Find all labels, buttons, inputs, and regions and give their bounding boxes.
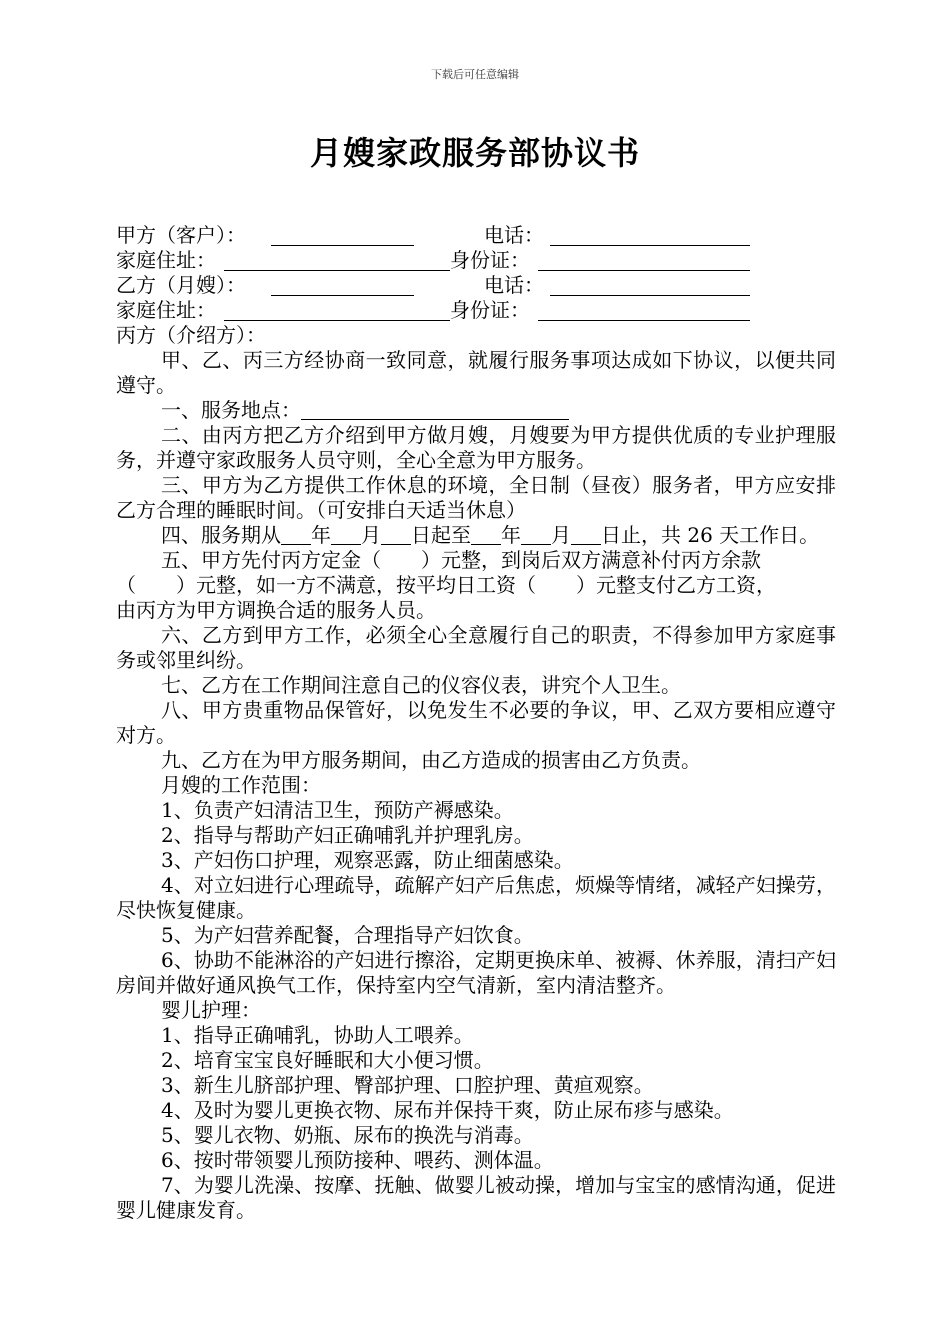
start-month-blank[interactable] bbox=[331, 524, 361, 545]
clause-1-text: 一、服务地点： bbox=[161, 398, 301, 422]
clause-5-line-3: 由丙方为甲方调换合适的服务人员。 bbox=[116, 598, 436, 622]
clause-4-end-month: 月 bbox=[551, 523, 571, 547]
party-b-address-label: 家庭住址： bbox=[116, 298, 216, 322]
infant-care-item: 7、为婴儿洗澡、按摩、抚触、做婴儿被动操，增加与宝宝的感情沟通，促进婴儿健康发育。 bbox=[116, 1173, 836, 1222]
party-b-label: 乙方（月嫂）： bbox=[116, 273, 246, 297]
header-note: 下载后可任意编辑 bbox=[431, 68, 519, 81]
clause-4-end-year: 年 bbox=[501, 523, 521, 547]
clause-8: 八、甲方贵重物品保管好，以免发生不必要的争议，甲、乙双方要相应遵守对方。 bbox=[116, 698, 836, 747]
party-b-address-row bbox=[116, 298, 836, 323]
party-a-address-label: 家庭住址： bbox=[116, 248, 216, 272]
party-b-row bbox=[116, 273, 836, 298]
party-c-label: 丙方（介绍方）： bbox=[116, 323, 266, 347]
party-b-address-blank[interactable] bbox=[224, 300, 450, 321]
infant-care-item: 2、培育宝宝良好睡眠和大小便习惯。 bbox=[161, 1048, 494, 1072]
infant-care-item: 3、新生儿脐部护理、臀部护理、口腔护理、黄疸观察。 bbox=[161, 1073, 654, 1097]
end-day-blank[interactable] bbox=[571, 524, 601, 545]
clause-4-year: 年 bbox=[311, 523, 331, 547]
party-b-id-blank[interactable] bbox=[538, 300, 750, 321]
end-month-blank[interactable] bbox=[521, 524, 551, 545]
party-a-id-blank[interactable] bbox=[538, 250, 750, 271]
start-day-blank[interactable] bbox=[381, 524, 411, 545]
party-a-name-blank[interactable] bbox=[271, 225, 414, 246]
party-a-id-label: 身份证： bbox=[450, 248, 530, 272]
infant-care-item: 1、指导正确哺乳，协助人工喂养。 bbox=[161, 1023, 474, 1047]
party-b-id-label: 身份证： bbox=[450, 298, 530, 322]
clause-4-month: 月 bbox=[361, 523, 381, 547]
intro-paragraph: 甲、乙、丙三方经协商一致同意，就履行服务事项达成如下协议，以便共同遵守。 bbox=[116, 348, 836, 397]
clause-5-line-2: （ ）元整，如一方不满意，按平均日工资（ ）元整支付乙方工资， bbox=[116, 573, 776, 597]
party-a-label: 甲方（客户）： bbox=[116, 223, 246, 247]
clause-5-line-1: 五、甲方先付丙方定金（ ）元整，到岗后双方满意补付丙方余款 bbox=[161, 548, 761, 572]
maternity-item: 6、协助不能淋浴的产妇进行擦浴，定期更换床单、被褥、休养服，清扫产妇房间并做好通风换气工作，保持室内空气清新，室内清洁整齐。 bbox=[116, 948, 836, 997]
clause-4-start: 四、服务期从 bbox=[161, 523, 281, 547]
end-year-blank[interactable] bbox=[471, 524, 501, 545]
maternity-item: 1、负责产妇清洁卫生，预防产褥感染。 bbox=[161, 798, 514, 822]
infant-care-heading: 婴儿护理： bbox=[161, 998, 261, 1022]
infant-care-item: 5、婴儿衣物、奶瓶、尿布的换洗与消毒。 bbox=[161, 1123, 534, 1147]
infant-care-item: 4、及时为婴儿更换衣物、尿布并保持干爽，防止尿布疹与感染。 bbox=[161, 1098, 734, 1122]
clause-4-end: 日止，共 26 天工作日。 bbox=[601, 523, 820, 547]
clause-9: 九、乙方在为甲方服务期间，由乙方造成的损害由乙方负责。 bbox=[161, 748, 701, 772]
maternity-item: 5、为产妇营养配餐，合理指导产妇饮食。 bbox=[161, 923, 534, 947]
clause-3: 三、甲方为乙方提供工作休息的环境，全日制（昼夜）服务者，甲方应安排乙方合理的睡眠时间。（可安排白天适当休息） bbox=[116, 473, 836, 522]
party-b-phone-blank[interactable] bbox=[550, 275, 750, 296]
party-b-phone-label: 电话： bbox=[484, 273, 544, 297]
infant-care-item: 6、按时带领婴儿预防接种、喂药、测体温。 bbox=[161, 1148, 554, 1172]
party-b-name-blank[interactable] bbox=[271, 275, 414, 296]
service-location-blank[interactable] bbox=[301, 399, 569, 420]
start-year-blank[interactable] bbox=[281, 524, 311, 545]
document-title: 月嫂家政服务部协议书 bbox=[309, 134, 640, 172]
maternity-scope-heading: 月嫂的工作范围： bbox=[161, 773, 321, 797]
clause-4 bbox=[116, 523, 836, 548]
party-a-address-row bbox=[116, 248, 836, 273]
party-a-row bbox=[116, 223, 836, 248]
maternity-item: 2、指导与帮助产妇正确哺乳并护理乳房。 bbox=[161, 823, 534, 847]
maternity-item: 4、对立妇进行心理疏导，疏解产妇产后焦虑，烦燥等情绪，减轻产妇操劳，尽快恢复健康。 bbox=[116, 873, 836, 922]
party-a-phone-blank[interactable] bbox=[550, 225, 750, 246]
clause-6: 六、乙方到甲方工作，必须全心全意履行自己的职责，不得参加甲方家庭事务或邻里纠纷。 bbox=[116, 623, 836, 672]
clause-2: 二、由丙方把乙方介绍到甲方做月嫂，月嫂要为甲方提供优质的专业护理服务，并遵守家政服务人员守则，全心全意为甲方服务。 bbox=[116, 423, 836, 472]
maternity-item: 3、产妇伤口护理，观察恶露，防止细菌感染。 bbox=[161, 848, 574, 872]
clause-1 bbox=[116, 398, 836, 423]
party-a-address-blank[interactable] bbox=[224, 250, 450, 271]
document-body bbox=[116, 223, 836, 1223]
clause-4-until: 日起至 bbox=[411, 523, 471, 547]
clause-7: 七、乙方在工作期间注意自己的仪容仪表，讲究个人卫生。 bbox=[161, 673, 681, 697]
party-a-phone-label: 电话： bbox=[484, 223, 544, 247]
